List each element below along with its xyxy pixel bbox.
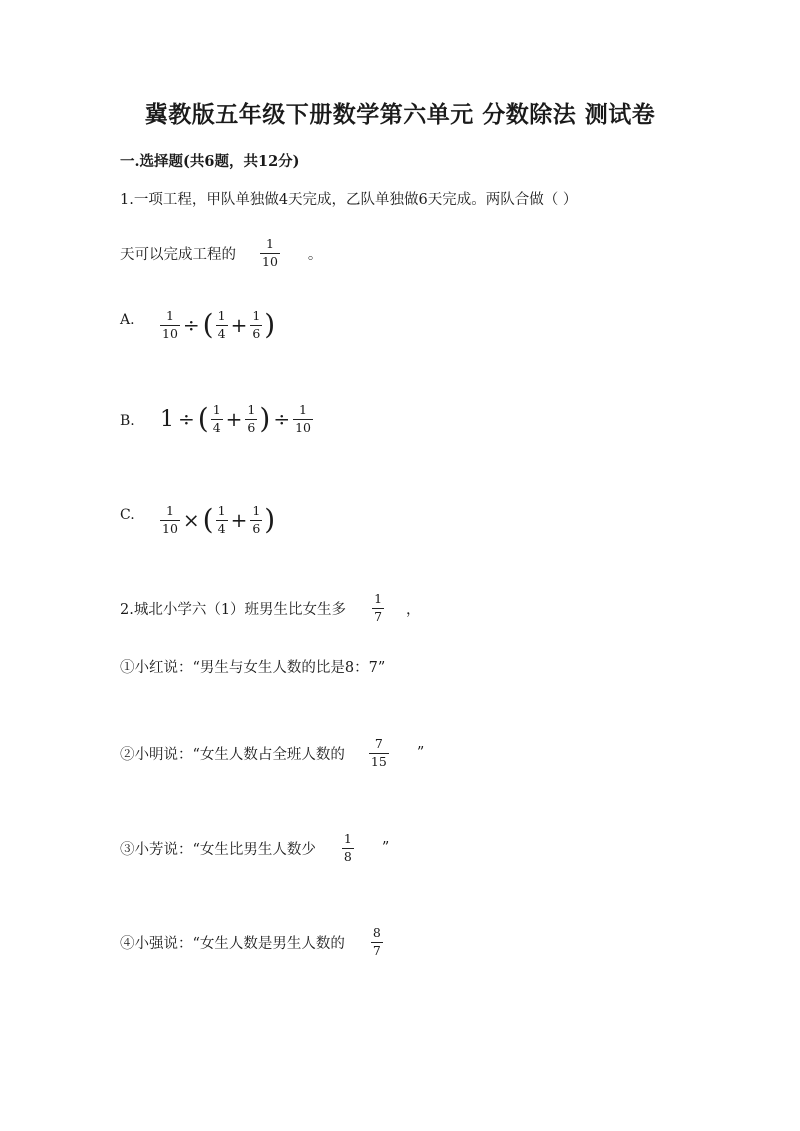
denominator: 10	[262, 253, 278, 269]
fraction	[250, 310, 262, 340]
fraction	[216, 505, 228, 535]
statement-4-text: ④小强说：“女生人数是男生人数的	[120, 935, 345, 952]
plus-symbol: +	[230, 313, 248, 337]
numerator: 1	[265, 236, 274, 251]
question-1-text: 1.一项工程，甲队单独做4天完成，乙队单独做6天完成。两队合做（ ）	[120, 192, 578, 208]
denominator: 7	[372, 942, 381, 958]
denominator: 15	[370, 753, 387, 769]
numerator: 1	[212, 402, 221, 417]
fraction	[293, 404, 313, 434]
statement-4	[120, 927, 383, 957]
statement-3	[120, 833, 389, 863]
denominator: 10	[162, 520, 178, 536]
numerator: 1	[165, 308, 174, 323]
fraction-eight-sevenths	[371, 927, 383, 957]
statement-3-text: ③小芳说：“女生比男生人数少	[120, 841, 316, 858]
plus-symbol: +	[230, 508, 248, 532]
fraction	[160, 505, 180, 535]
fraction-one-tenth	[260, 238, 280, 268]
denominator: 10	[295, 419, 311, 435]
fraction-one-eighth	[342, 833, 354, 863]
question-1-continuation: 天可以完成工程的	[120, 246, 236, 263]
fraction	[160, 310, 180, 340]
denominator: 10	[162, 325, 178, 341]
section-heading: 一.选择题(共6题，共12分)	[120, 153, 300, 170]
times-symbol: ×	[182, 508, 200, 532]
fraction	[216, 310, 228, 340]
denominator: 4	[217, 325, 226, 341]
denominator: 4	[217, 520, 226, 536]
numerator: 7	[374, 736, 383, 751]
numerator: 1	[299, 402, 307, 417]
plus-symbol: +	[225, 407, 243, 431]
option-a-label: A.	[120, 312, 135, 328]
numerator: 1	[252, 308, 261, 323]
divide-symbol: ÷	[182, 313, 200, 337]
question-2-text: 2.城北小学六（1）班男生比女生多	[120, 601, 347, 618]
question-1-line2	[120, 238, 322, 268]
statement-2-end: ”	[416, 745, 425, 761]
numerator: 1	[217, 503, 226, 518]
option-a-expression: $\frac{1}{10}$ ÷ ( $\frac{1}{4}$ + $\frac{1}{6}$ )	[162, 308, 276, 341]
page-title: 冀教版五年级下册数学第六单元 分数除法 测试卷	[144, 101, 656, 128]
numerator: 1	[374, 591, 383, 606]
question-2-comma: ，	[406, 601, 421, 618]
option-c-expression: $\frac{1}{10}$ × ( $\frac{1}{4}$ + $\frac{1}{6}$ )	[162, 503, 276, 536]
divide-symbol: ÷	[273, 407, 291, 431]
option-c-label: C.	[120, 507, 135, 523]
numerator: 8	[372, 925, 381, 940]
denominator: 6	[247, 419, 256, 435]
fraction-seven-fifteenths	[369, 738, 389, 768]
statement-1: ①小红说：“男生与女生人数的比是8：7”	[120, 660, 386, 676]
number-one: 1	[160, 406, 174, 432]
question-2-line	[120, 593, 421, 623]
denominator: 6	[252, 520, 261, 536]
fraction	[245, 404, 257, 434]
denominator: 4	[212, 419, 221, 435]
denominator: 8	[343, 848, 352, 864]
numerator: 1	[252, 503, 261, 518]
fraction-one-seventh	[372, 593, 384, 623]
statement-2-text: ②小明说：“女生人数占全班人数的	[120, 746, 345, 763]
numerator: 1	[217, 308, 226, 323]
option-b-expression: 1 ÷ ( $\frac{1}{4}$ + $\frac{1}{6}$ ) ÷ $\frac{1}{10}$	[160, 402, 311, 435]
question-1-end: 。	[307, 246, 323, 263]
numerator: 1	[343, 831, 352, 846]
denominator: 7	[374, 608, 383, 624]
option-b-label: B.	[120, 413, 135, 429]
fraction	[250, 505, 262, 535]
numerator: 1	[247, 402, 256, 417]
statement-3-end: ”	[381, 840, 390, 856]
numerator: 1	[165, 503, 174, 518]
statement-2	[120, 738, 424, 768]
divide-symbol: ÷	[178, 407, 195, 431]
fraction	[211, 404, 223, 434]
denominator: 6	[252, 325, 261, 341]
